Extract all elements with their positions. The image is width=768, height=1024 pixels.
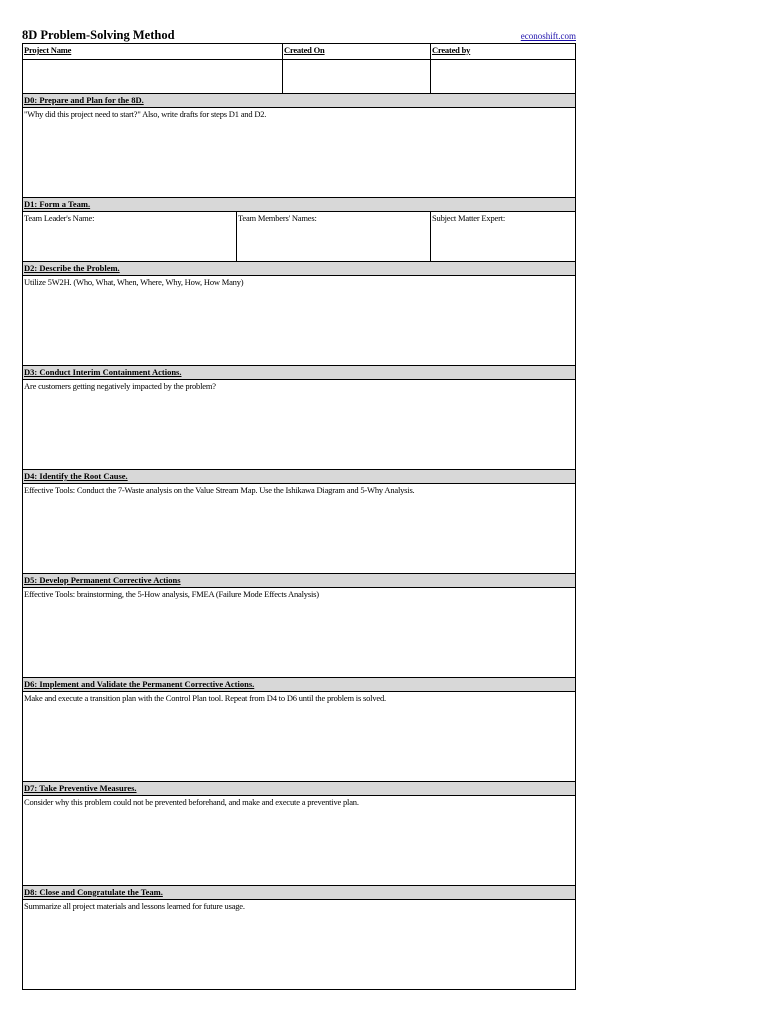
subject-matter-expert-label: Subject Matter Expert: (432, 213, 506, 223)
d5-heading: D5: Develop Permanent Corrective Actions (23, 573, 575, 588)
d7-heading: D7: Take Preventive Measures. (23, 781, 575, 796)
d8-heading: D8: Close and Congratulate the Team. (23, 885, 575, 900)
d1-heading: D1: Form a Team. (23, 197, 575, 212)
team-members-field[interactable] (236, 212, 430, 261)
project-info-values-row (23, 60, 575, 93)
source-link[interactable]: econoshift.com (520, 31, 576, 41)
subject-matter-expert-field[interactable] (430, 212, 575, 261)
d7-prompt: Consider why this problem could not be prevented beforehand, and make and execute a preventive plan. (24, 797, 359, 807)
created-by-field[interactable] (430, 60, 575, 93)
project-name-field[interactable] (23, 60, 282, 93)
d2-prompt: Utilize 5W2H. (Who, What, When, Where, Why, How, How Many) (24, 277, 244, 287)
d8-prompt: Summarize all project materials and lessons learned for future usage. (24, 901, 245, 911)
d0-heading: D0: Prepare and Plan for the 8D. (23, 93, 575, 108)
created-on-label: Created On (282, 44, 430, 60)
d4-heading: D4: Identify the Root Cause. (23, 469, 575, 484)
d0-body[interactable] (23, 108, 575, 197)
d4-prompt: Effective Tools: Conduct the 7-Waste analysis on the Value Stream Map. Use the Ishikawa Diagram and 5-Why Analysis. (24, 485, 415, 495)
d6-prompt: Make and execute a transition plan with the Control Plan tool. Repeat from D4 to D6 until the problem is solved. (24, 693, 386, 703)
d3-body[interactable] (23, 380, 575, 469)
project-info-header-row (23, 44, 575, 60)
d6-body[interactable] (23, 692, 575, 781)
d3-heading: D3: Conduct Interim Containment Actions. (23, 365, 575, 380)
d2-body[interactable] (23, 276, 575, 365)
d6-heading: D6: Implement and Validate the Permanent Corrective Actions. (23, 677, 575, 692)
project-name-label: Project Name (23, 44, 282, 60)
d8-body[interactable] (23, 900, 575, 989)
team-members-label: Team Members' Names: (238, 213, 317, 223)
document-title: 8D Problem-Solving Method (22, 28, 175, 42)
d5-prompt: Effective Tools: brainstorming, the 5-How analysis, FMEA (Failure Mode Effects Analysis) (24, 589, 319, 599)
form-table (22, 43, 576, 990)
d4-body[interactable] (23, 484, 575, 573)
d0-prompt: "Why did this project need to start?" Also, write drafts for steps D1 and D2. (24, 109, 267, 119)
d5-body[interactable] (23, 588, 575, 677)
d2-heading: D2: Describe the Problem. (23, 261, 575, 276)
team-leader-field[interactable] (23, 212, 236, 261)
created-by-label: Created by (430, 44, 575, 60)
team-leader-label: Team Leader's Name: (24, 213, 95, 223)
d7-body[interactable] (23, 796, 575, 885)
d3-prompt: Are customers getting negatively impacted by the problem? (24, 381, 216, 391)
d1-team-row (23, 212, 575, 261)
created-on-field[interactable] (282, 60, 430, 93)
